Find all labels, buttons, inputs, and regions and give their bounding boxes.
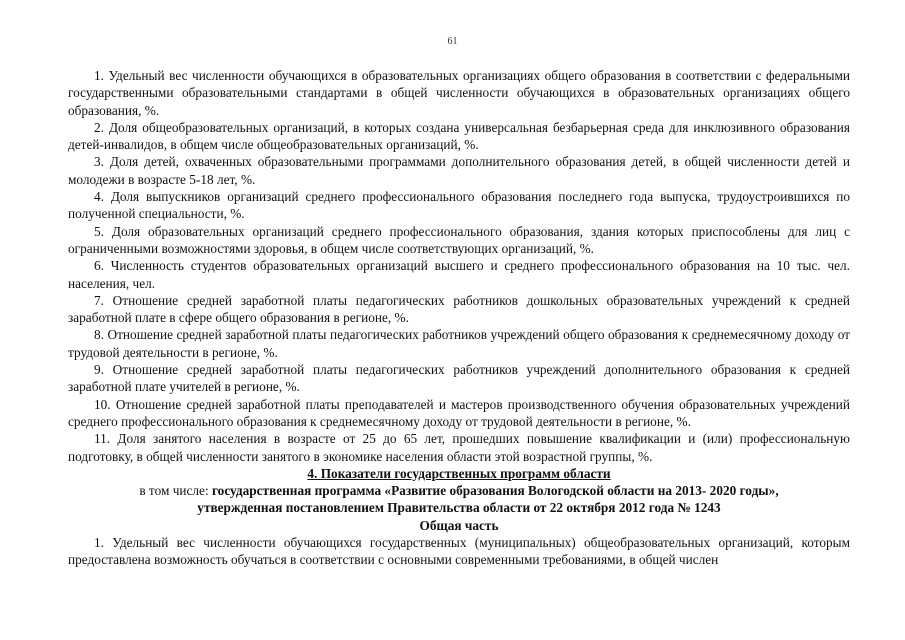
indicator-item: 3. Доля детей, охваченных образовательными программами дополнительного образования детей, в общей численности детей и молодежи в возрасте 5-18 лет, %. [68, 154, 850, 187]
section-title: 4. Показатели государственных программ области [307, 465, 611, 481]
indicator-item: 9. Отношение средней заработной платы педагогических работников учреждений дополнительного образования к средней заработной плате учителей в регионе, %. [68, 362, 850, 395]
program-indicator-item: 1. Удельный вес численности обучающихся государственных (муниципальных) общеобразовательных организаций, которым предоставлена возможность обучаться в соответствии с основными современными требованиями, в общей числен [68, 535, 850, 568]
page-content [68, 67, 850, 569]
program-name: государственная программа «Развитие образования Вологодской области на 2013- 2020 годы», [211, 483, 779, 499]
general-part-heading: Общая часть [419, 517, 499, 533]
indicator-item: 6. Численность студентов образовательных организаций высшего и среднего профессионального образования на 10 тыс. чел. населения, чел. [68, 258, 850, 291]
program-approval: утвержденная постановлением Правительства области от 22 октября 2012 года № 1243 [197, 500, 721, 516]
indicator-item: 4. Доля выпускников организаций среднего профессионального образования последнего года выпуска, трудоустроившихся по полученной специальности, %. [68, 189, 850, 222]
indicator-item: 7. Отношение средней заработной платы педагогических работников дошкольных образовательных учреждений к средней заработной плате в сфере общего образования в регионе, %. [68, 292, 850, 326]
indicator-item: 1. Удельный вес численности обучающихся в образовательных организациях общего образования в соответствии с федеральными государственными образовательными стандартами в общей численности обучающихся в образовательных организациях общего образования, %. [68, 68, 850, 118]
indicator-item: 8. Отношение средней заработной платы педагогических работников учреждений общего образования к среднемесячному доходу от трудовой деятельности в регионе, %. [68, 327, 850, 360]
indicator-item: 5. Доля образовательных организаций среднего профессионального образования, здания которых приспособлены для лиц с ограниченными возможностями здоровья, в общем числе соответствующих организаций, %. [68, 223, 850, 256]
indicator-item: 2. Доля общеобразовательных организаций, в которых создана универсальная безбарьерная среда для инклюзивного образования детей-инвалидов, в общем числе общеобразовательных организаций, %. [68, 119, 850, 153]
subtitle-prefix: в том числе: [139, 483, 212, 499]
indicator-item: 10. Отношение средней заработной платы преподавателей и мастеров производственного обучения образовательных учреждений среднего профессионального образования к среднемесячному доходу от трудовой деятельности в регионе, %. [68, 396, 850, 429]
page-number: 61 [447, 36, 458, 47]
indicator-item: 11. Доля занятого населения в возрасте от 25 до 65 лет, прошедших повышение квалификации и (или) профессиональную подготовку, в общей численности занятого в экономике населения области этой возрастной группы, %. [68, 431, 850, 464]
program-subtitle [68, 482, 850, 499]
